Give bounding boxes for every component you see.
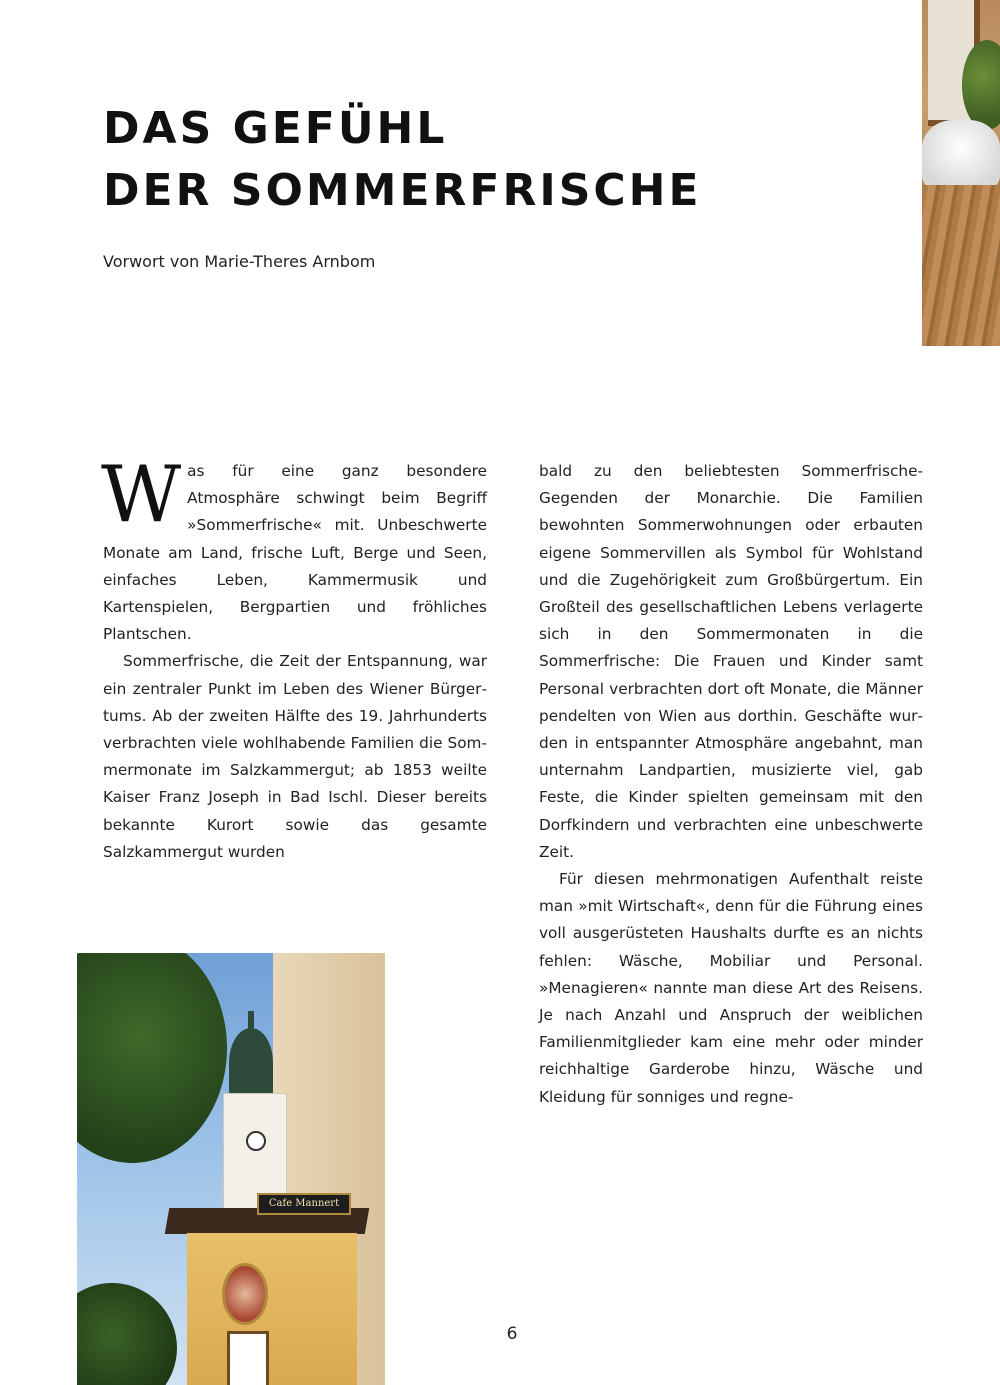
paragraph-1 xyxy=(101,450,487,648)
photo-portrait-medallion xyxy=(222,1263,268,1325)
clock-icon xyxy=(246,1131,266,1151)
photo-tree xyxy=(77,953,227,1163)
photo-wooden-table xyxy=(922,185,1000,346)
paragraph-3: bald zu den beliebtesten Sommerfrische-Gegenden der Monarchie. Die Familien bewohnten Sommerwohnungen oder erbauten eigene Sommervillen als Symbol für Wohlstand und die Zugehörigkeit zum Großbürgertum. Ein Großteil des gesellschaftlichen Lebens verlagerte sich in den Sommermonaten in die Sommerfrische: Die Frauen und Kinder samt Personal verbrachten dort oft Monate, die Männer pendelten von Wien aus dorthin. Geschäfte wurden in entspannter Atmosphäre angebahnt, man unternahm Landpartien, musizierte viel, gab Feste, die Kinder spielten gemeinsam mit den Dorfkindern und verbrachten eine unbeschwerte Zeit. xyxy=(539,462,923,861)
photo-cafe-sign: Cafe Mannert xyxy=(257,1193,351,1215)
page-number: 6 xyxy=(506,1324,518,1344)
paragraph-1-text: as für eine ganz besondere Atmosphäre schwingt beim Begriff »Sommerfrische« mit. Unbeschwerte Monate am Land, frische Luft, Berge und Seen, einfaches Leben, Kammermusik und Kartenspielen, Bergpartien und fröhliches Plantschen. xyxy=(103,462,487,644)
page-title xyxy=(103,98,702,222)
title-line-1: DAS GEFÜHL xyxy=(103,103,448,154)
text-column-right xyxy=(539,458,923,1111)
photo-tree-lower xyxy=(77,1283,177,1385)
subtitle: Vorwort von Marie-Theres Arnbom xyxy=(103,252,376,271)
text-column-left xyxy=(101,450,487,866)
photo-house-window xyxy=(227,1331,269,1385)
photo-onion-dome xyxy=(229,1028,273,1098)
paragraph-4: Für diesen mehrmonatigen Aufenthalt reiste man »mit Wirtschaft«, denn für die Führung eines voll ausgerüsteten Haushalts durfte es an nichts fehlen: Wäsche, Mobiliar und Personal. »Menagieren« nannte man diese Art des Reisens. Je nach Anzahl und Anspruch der weiblichen Familienmitglieder kam eine mehr oder minder reichhaltige Garderobe hinzu, Wäsche und Kleidung für sonniges und regne- xyxy=(539,870,923,1106)
title-line-2: DER SOMMERFRISCHE xyxy=(103,165,702,216)
photo-yellow-house xyxy=(187,1233,357,1385)
paragraph-2: Sommerfrische, die Zeit der Entspannung, war ein zentraler Punkt im Leben des Wiener Bürgertums. Ab der zweiten Hälfte des 19. Jahrhunderts verbrachten viele wohlhabende Familien die Sommermonate im Salzkammergut; ab 1853 weilte Kaiser Franz Joseph in Bad Ischl. Dieser bereits bekannte Kurort sowie das gesamte Salzkammergut wurden xyxy=(103,652,487,861)
drop-cap: W xyxy=(101,450,182,540)
photo-interior-crop xyxy=(922,0,1000,346)
photo-church-cafe xyxy=(77,953,385,1385)
photo-white-cloth xyxy=(922,120,1000,190)
